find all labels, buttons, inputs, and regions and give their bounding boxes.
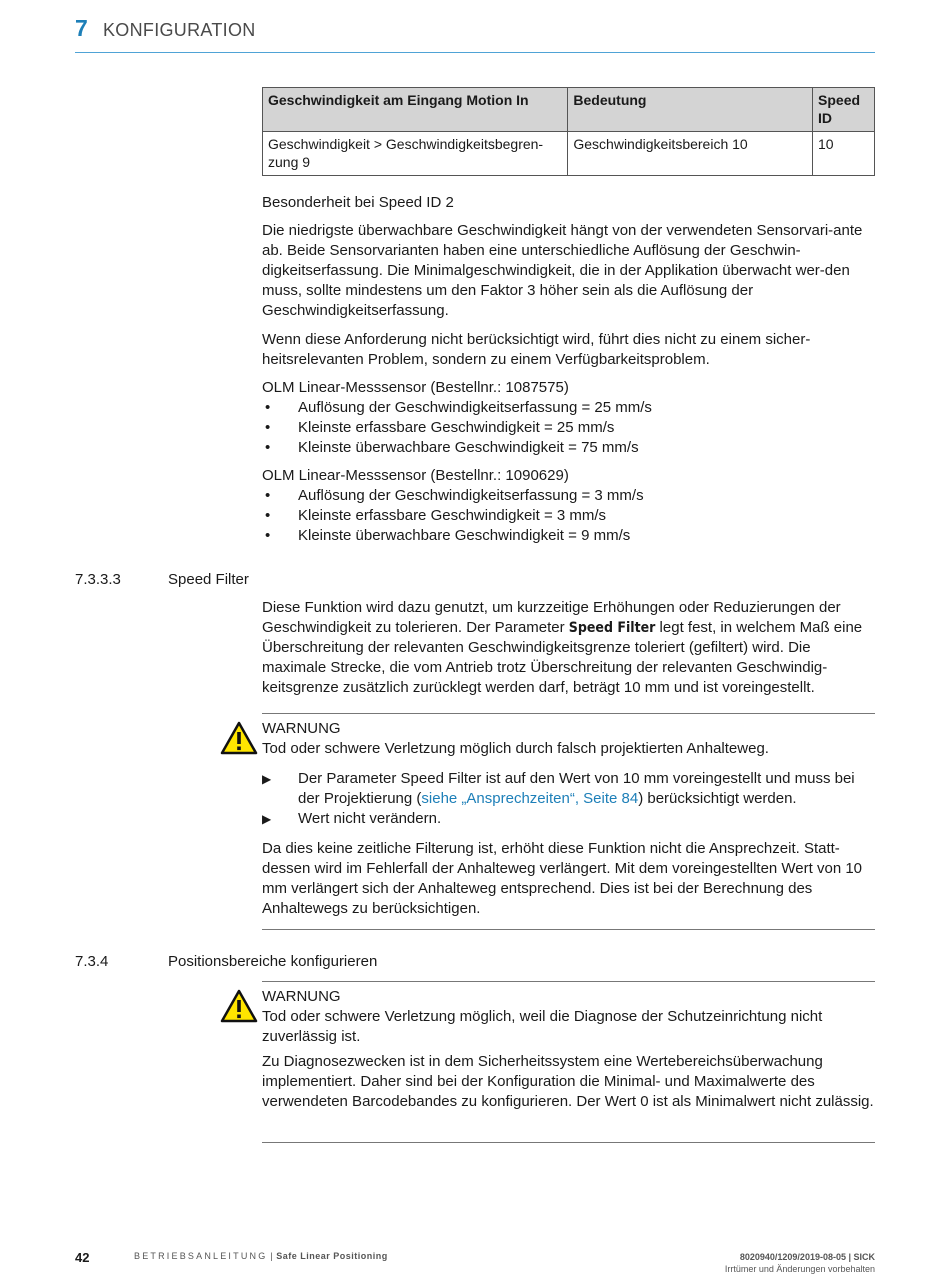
speed-id2-paragraph-2: Wenn diese Anforderung nicht berücksichtigt wird, führt dies nicht zu einem sicher-heitsrelevanten Problem, sondern zu einem Verfügbarkeitsproblem. [262,331,811,368]
table-header-row [263,88,875,132]
sensor2-title: OLM Linear-Messsensor (Bestellnr.: 1090629) [262,467,569,484]
warning-triangle-icon [220,989,258,1023]
sensor1-list [262,398,875,458]
product-name: Safe Linear Positioning [276,1251,388,1261]
section-title: Speed Filter [168,571,249,588]
speed-filter-paragraph [262,598,875,698]
warning-text: Tod oder schwere Verletzung möglich, weil die Diagnose der Schutzeinrichtung nicht zuverlässig ist. [262,1008,823,1045]
paragraph-text: legt fest, in welchem Maß eine Überschreitung der relevanten Geschwindigkeitsgrenze toleriert (gefiltert) wird. Die maximale Strecke, die vom Antrieb trotz Überschreitung der relevanten Geschwindig-keitsgrenze zusätzlich zurücklegt werden darf, beträgt 10 mm und ist voreingestellt. [262,619,863,696]
sensor2-list [262,486,875,546]
section-number: 7.3.3.3 [75,571,121,588]
warning-closing: Da dies keine zeitliche Filterung ist, erhöht diese Funktion nicht die Ansprechzeit. Statt-dessen wird im Fehlerfall der Anhalteweg verlängert. Mit dem voreingestellten Wert von 10 mm verlängert sich der Anhalteweg entsprechend. Dies ist bei der Berechnung des Anhaltewegs zu berücksichtigen. [262,840,863,917]
chapter-number: 7 [75,15,88,41]
list-item: • Kleinste erfassbare Geschwindigkeit = 25 mm/s [262,418,875,438]
footer-separator: | [267,1251,277,1261]
table-cell: 10 [813,132,875,176]
list-item: ▶ Wert nicht verändern. [262,809,875,829]
cross-reference-link[interactable]: siehe „Ansprechzeiten“, Seite 84 [421,790,639,807]
warning-top-rule [262,713,875,714]
warning-actions [262,769,875,829]
warning-bottom-rule [262,929,875,930]
list-item: • Auflösung der Geschwindigkeitserfassung = 3 mm/s [262,486,875,506]
list-item: • Kleinste überwachbare Geschwindigkeit = 9 mm/s [262,526,875,546]
list-item: • Kleinste überwachbare Geschwindigkeit = 75 mm/s [262,438,875,458]
table-header-cell: Geschwindigkeit am Eingang Motion In [263,88,568,132]
list-item: • Kleinste erfassbare Geschwindigkeit = 3 mm/s [262,506,875,526]
page-number: 42 [75,1250,90,1265]
warning-text: Tod oder schwere Verletzung möglich durch falsch projektierten Anhalteweg. [262,740,769,757]
list-item: • Auflösung der Geschwindigkeitserfassung = 25 mm/s [262,398,875,418]
footer-left [134,1251,388,1261]
speed-id2-heading: Besonderheit bei Speed ID 2 [262,194,454,211]
paragraph-text: Diese Funktion wird dazu genutzt, um kurzzeitige Erhöhungen oder Reduzierungen der Geschwindigkeit zu tolerieren. Der Parameter [262,599,841,636]
header-rule [75,52,875,53]
table-header-cell: Bedeutung [568,88,813,132]
warning-body: Zu Diagnosezwecken ist in dem Sicherheitssystem eine Wertebereichsüberwachung implementiert. Daher sind bei der Konfiguration die Minimal- und Maximalwerte des verwendeten Barcodebandes zu konfigurieren. Der Wert 0 ist als Minimalwert nicht zulässig. [262,1053,874,1110]
warning-top-rule [262,981,875,982]
section-number: 7.3.4 [75,953,109,970]
table-row [263,132,875,176]
action-text: ) berücksichtigt werden. [638,790,797,807]
doc-type: BETRIEBSANLEITUNG [134,1251,268,1261]
speed-id2-paragraph-1: Die niedrigste überwachbare Geschwindigkeit hängt von der verwendeten Sensorvari-ante ab. Beide Sensorvarianten haben eine unterschiedliche Auflösung der Geschwin-digkeitserfassung. Die Minimalgeschwindigkeit, die in der Applikation überwacht wer-den muss, sollte mindestens um den Faktor 3 höher sein als die Auflösung der Geschwindigkeitserfassung. [262,222,863,319]
disclaimer: Irrtümer und Änderungen vorbehalten [724,1264,875,1274]
action-text: Der Parameter Speed Filter ist auf den Wert von 10 mm voreingestellt und muss bei der Projektierung ( [298,770,855,807]
warning-triangle-icon [220,721,258,755]
section-title: Positionsbereiche konfigurieren [168,953,378,970]
warning-bottom-rule [262,1142,875,1143]
doc-reference: 8020940/1209/2019-08-05 | SICK [739,1252,875,1262]
warning-label: WARNUNG [262,988,341,1005]
list-item [262,769,875,809]
parameter-name: Speed Filter [568,620,656,636]
speed-id-table [262,87,875,176]
warning-label: WARNUNG [262,720,341,737]
table-header-cell: Speed ID [813,88,875,132]
footer-right [725,1251,875,1275]
sensor1-title: OLM Linear-Messsensor (Bestellnr.: 1087575) [262,379,569,396]
chapter-title: KONFIGURATION [103,20,256,40]
table-cell: Geschwindigkeitsbereich 10 [568,132,813,176]
table-cell: Geschwindigkeit > Geschwindigkeitsbegren-zung 9 [263,132,568,176]
